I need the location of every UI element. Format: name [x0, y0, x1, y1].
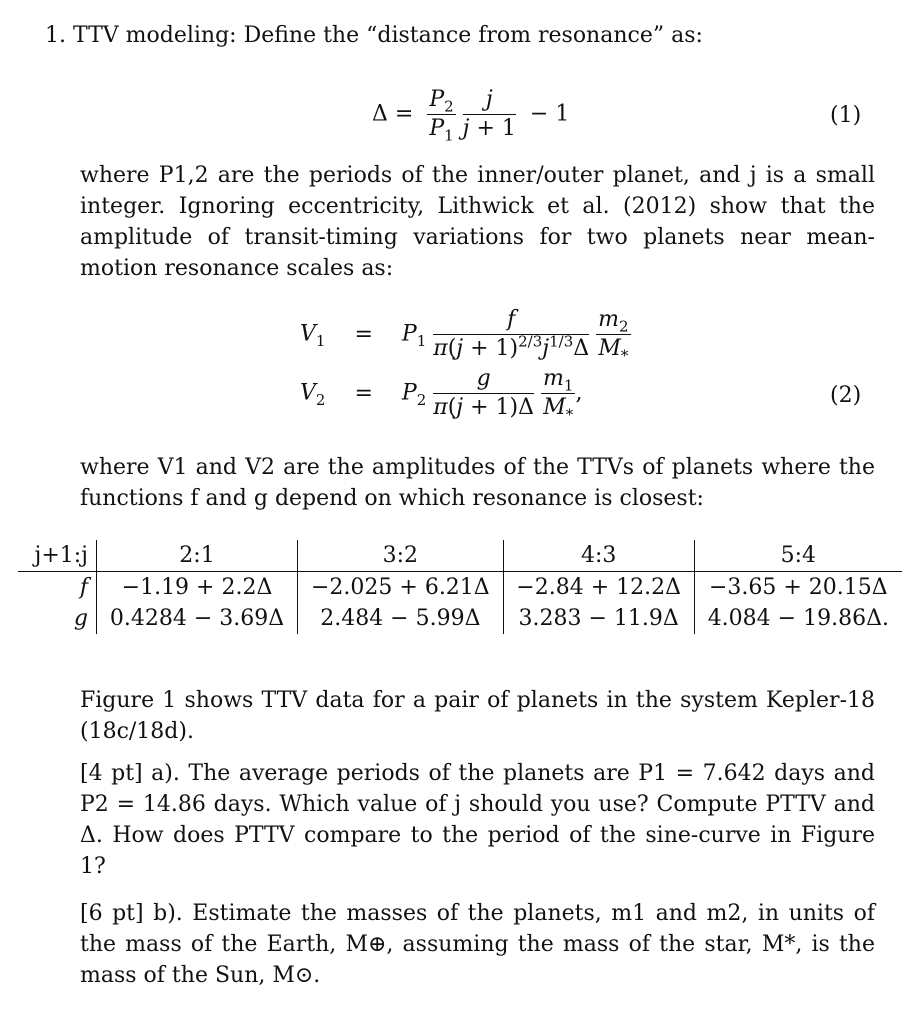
problem-number: 1.: [45, 23, 66, 48]
column-header: 3:2: [298, 540, 504, 572]
problem-title: TTV modeling: Define the “distance from resonance” as:: [73, 23, 703, 48]
table-cell: −3.65 + 20.15Δ: [708, 575, 888, 600]
row-label: f: [18, 572, 97, 604]
problem-heading: [45, 20, 703, 51]
table-cell: −1.19 + 2.2Δ: [97, 572, 298, 604]
column-header: 4:3: [503, 540, 694, 572]
paragraph-amplitude-definition: where V1 and V2 are the amplitudes of the TTVs of planets where the functions f and g depend on which resonance is closest:: [80, 455, 875, 511]
table-cell: 3.283 − 11.9Δ: [503, 603, 694, 634]
table-cell: −2.025 + 6.21Δ: [298, 572, 504, 604]
paragraph-figure-intro: Figure 1 shows TTV data for a pair of planets in the system Kepler-18 (18c/18d).: [80, 688, 875, 744]
question-part-b: [6 pt] b). Estimate the masses of the planets, m1 and m2, in units of the mass of the Earth, M⊕, assuming the mass of the star, M*, is the mass of the Sun, M⊙.: [80, 901, 875, 988]
table-header-row: [18, 540, 902, 572]
row-label: g: [18, 603, 97, 634]
table-cell: 4.084 − 19.86Δ.: [707, 606, 889, 631]
equation-2: $V_1 = P_1$ $\frac{f}{\pi(j + 1)^{2/3}j^{1/3}\Delta}$ $\frac{m_2}{M_*}$ $V_2 = P_2$ $\frac{g}{\pi(j + 1)\Delta}$ $\frac{m_1}{M_*}$ ,: [300, 307, 629, 424]
equation-1-number: (1): [830, 103, 862, 128]
column-header: 5:4: [694, 540, 902, 572]
equation-2-number: (2): [830, 383, 862, 408]
table-corner-label: j+1:j: [18, 540, 97, 572]
table-row: [18, 603, 902, 634]
equation-1: Δ = $\frac{P_2}{P_1}$ $\frac{j}{j + 1}$ − 1: [372, 87, 570, 145]
table-cell: 0.4284 − 3.69Δ: [97, 603, 298, 634]
table-cell: −2.84 + 12.2Δ: [503, 572, 694, 604]
table-cell: 2.484 − 5.99Δ: [298, 603, 504, 634]
column-header: 2:1: [97, 540, 298, 572]
resonance-table: [18, 540, 902, 634]
table-row: [18, 572, 902, 604]
paragraph-period-definition: where P1,2 are the periods of the inner/outer planet, and j is a small integer. Ignoring eccentricity, Lithwick et al. (2012) show that the amplitude of transit-timing variations for two planets near mean-motion resonance scales as:: [80, 163, 875, 281]
question-part-a: [4 pt] a). The average periods of the planets are P1 = 7.642 days and P2 = 14.86 days. Which value of j should you use? Compute PTTV and Δ. How does PTTV compare to the period of the sine-curve in Figure 1?: [80, 761, 875, 879]
